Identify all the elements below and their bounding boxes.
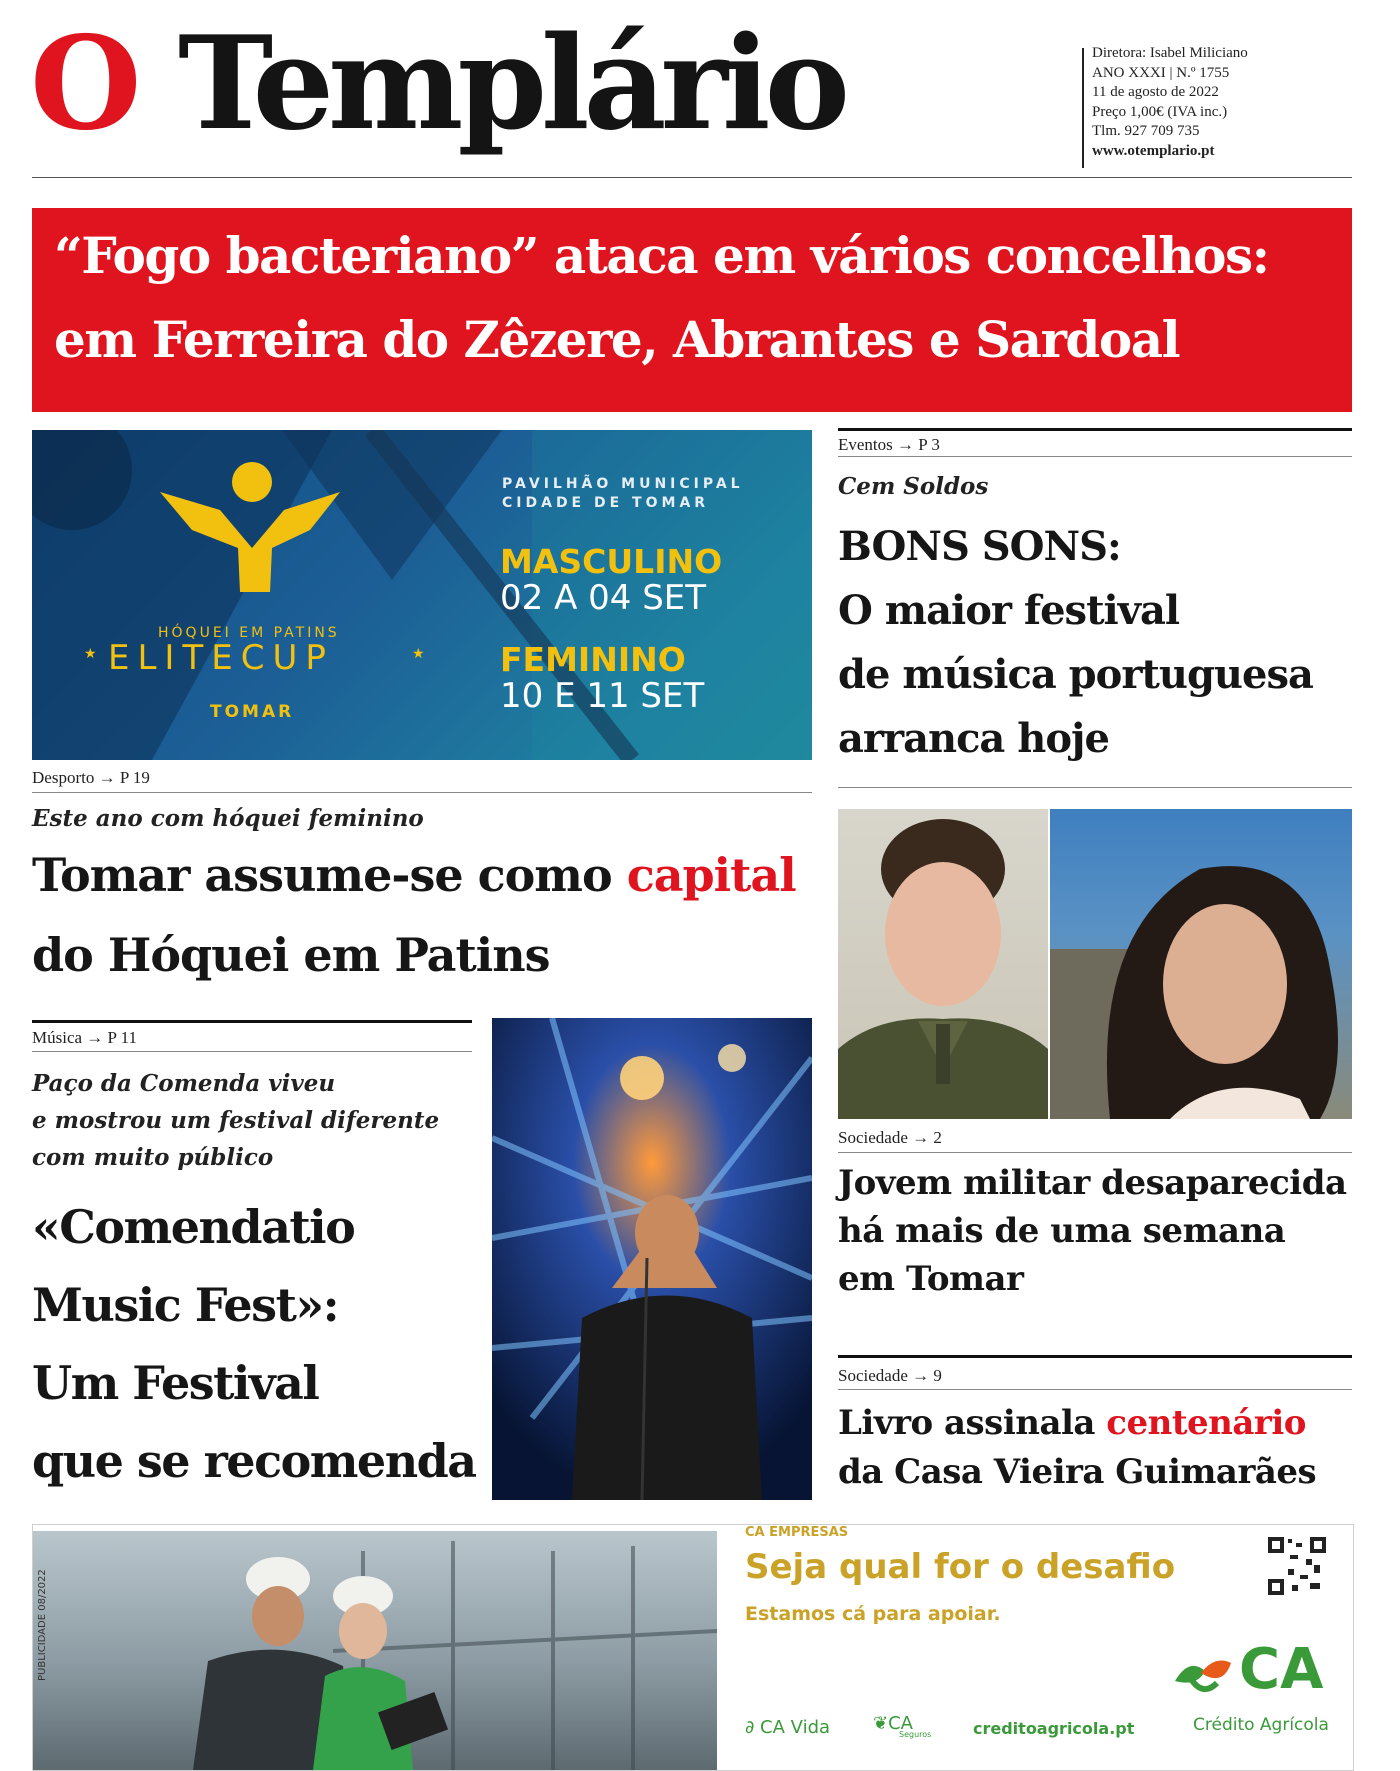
society2-title-line-1[interactable] (838, 1403, 1306, 1443)
events-title-line-2[interactable]: O maior festival (838, 587, 1180, 634)
ca-vida-icon: ∂ (745, 1717, 755, 1738)
website-link[interactable]: www.otemplario.pt (1092, 142, 1215, 159)
masthead-rule (32, 177, 1352, 178)
hockey-ad-brand: ELITECUP (108, 638, 334, 678)
hockey-ad[interactable] (32, 430, 812, 760)
photo-soldier[interactable] (838, 809, 1048, 1119)
main-headline-box[interactable] (32, 208, 1352, 412)
venue-line-2: CIDADE DE TOMAR (502, 495, 710, 511)
bank-ad-brand-short: CA (1239, 1637, 1324, 1702)
bank-ad-photo (33, 1531, 717, 1770)
masc-label: MASCULINO (500, 542, 723, 581)
music-title-line-4[interactable]: que se recomenda (32, 1434, 476, 1488)
section-label: Eventos → P 3 (838, 435, 940, 454)
star-icon: ★ (412, 646, 425, 662)
section-rule (32, 792, 812, 793)
bank-ad-website[interactable]: creditoagricola.pt (973, 1719, 1135, 1738)
music-kicker-line-1: Paço da Comenda viveu (32, 1070, 336, 1097)
events-kicker: Cem Soldos (838, 473, 989, 500)
society1-title-line-2[interactable]: há mais de uma semana (838, 1211, 1286, 1251)
ca-seguros-icon: ❦ (873, 1713, 889, 1734)
director: Diretora: Isabel Miliciano (1092, 45, 1248, 61)
bank-ad[interactable] (32, 1524, 1354, 1771)
sports-title-highlight: capital (626, 848, 796, 902)
fem-label: FEMININO (500, 640, 686, 679)
hockey-ad-subtitle: HÓQUEI EM PATINS (158, 625, 340, 641)
sports-title-line-1[interactable] (32, 848, 796, 902)
sports-title-text: Tomar assume-se como (32, 848, 627, 902)
bank-ad-brand-name: Crédito Agrícola (1193, 1715, 1329, 1735)
events-title-line-4[interactable]: arranca hoje (838, 715, 1109, 762)
music-kicker-line-3: com muito público (32, 1144, 274, 1171)
factory-workers-art (33, 1531, 717, 1770)
music-kicker-line-2: e mostrou um festival diferente (32, 1107, 440, 1134)
bank-ad-product-1 (745, 1717, 830, 1738)
society2-title-highlight: centenário (1106, 1403, 1306, 1443)
masthead-info (1092, 44, 1248, 161)
section-rule (838, 1389, 1352, 1390)
section-rule (838, 1152, 1352, 1153)
section-top-rule (32, 1020, 472, 1023)
section-top-rule (838, 428, 1352, 431)
section-rule (838, 456, 1352, 457)
venue-line-1: PAVILHÃO MUNICIPAL (502, 476, 744, 492)
music-title-line-2[interactable]: Music Fest»: (32, 1278, 339, 1332)
sports-title-line-2[interactable]: do Hóquei em Patins (32, 928, 550, 982)
music-title-line-1[interactable]: «Comendatio (32, 1200, 355, 1254)
bank-ad-tag: CA EMPRESAS (745, 1525, 849, 1540)
headline-line-2: em Ferreira do Zêzere, Abrantes e Sardoal (54, 310, 1180, 369)
elitecup-logo-icon (160, 452, 340, 602)
ca-vida-label: CA Vida (760, 1717, 831, 1738)
fem-dates: 10 E 11 SET (500, 676, 705, 716)
info-divider (1082, 48, 1084, 168)
star-icon: ★ (84, 646, 97, 662)
bank-ad-subline: Estamos cá para apoiar. (745, 1603, 1001, 1625)
concert-photo-art (492, 1018, 812, 1500)
ca-seguros-label: CA (888, 1713, 913, 1734)
events-title-line-3[interactable]: de música portuguesa (838, 651, 1313, 698)
section-top-rule (838, 1355, 1352, 1358)
phone: Tlm. 927 709 735 (1092, 123, 1200, 139)
section-label: Sociedade → 2 (838, 1128, 942, 1147)
society1-title-line-1[interactable]: Jovem militar desaparecida (838, 1163, 1347, 1203)
hockey-ad-city: TOMAR (210, 702, 295, 722)
section-label: Desporto → P 19 (32, 768, 150, 787)
section-rule (32, 1051, 472, 1052)
credito-agricola-leaf-icon (1171, 1653, 1233, 1701)
section-end-rule (838, 787, 1352, 788)
issue-number: ANO XXXI | N.º 1755 (1092, 64, 1230, 81)
logo-title: Templário (178, 9, 844, 159)
soldier-portrait-art (838, 809, 1048, 1119)
headline-line-1: “Fogo bacteriano” ataca em vários concelhos: (54, 226, 1269, 285)
music-title-line-3[interactable]: Um Festival (32, 1356, 319, 1410)
events-title-line-1[interactable]: BONS SONS: (838, 523, 1121, 570)
woman-portrait-art (1050, 809, 1352, 1119)
issue-date: 11 de agosto de 2022 (1092, 84, 1219, 100)
sports-kicker: Este ano com hóquei feminino (32, 805, 424, 832)
bank-ad-product-2 (873, 1713, 931, 1739)
bank-ad-side-text: PUBLICIDADE 08/2022 (37, 1569, 48, 1681)
photo-concert-singer[interactable] (492, 1018, 812, 1500)
ca-seguros-sub: Seguros (899, 1730, 932, 1739)
logo-o: O (30, 9, 138, 159)
qr-code-icon[interactable] (1266, 1535, 1328, 1597)
section-label: Música → P 11 (32, 1028, 137, 1047)
photo-young-woman[interactable] (1050, 809, 1352, 1119)
price: Preço 1,00€ (IVA inc.) (1092, 103, 1228, 120)
society1-title-line-3[interactable]: em Tomar (838, 1259, 1024, 1299)
society2-title-line-2[interactable]: da Casa Vieira Guimarães (838, 1452, 1317, 1492)
society2-title-text: Livro assinala (838, 1403, 1107, 1443)
bank-ad-headline: Seja qual for o desafio (745, 1547, 1176, 1587)
section-label: Sociedade → 9 (838, 1366, 942, 1385)
masc-dates: 02 A 04 SET (500, 578, 707, 618)
